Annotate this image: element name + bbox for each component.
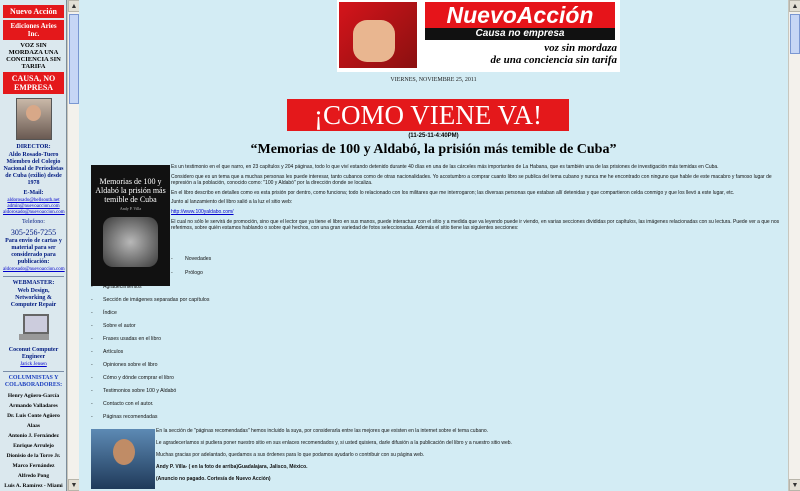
section-item: Testimonios sobre 100 y Aldabó (103, 388, 177, 394)
ad-notice: (Anuncio no pagado. Cortesía de Nuevo Acción) (156, 476, 271, 482)
article-title: “Memorias de 100 y Aldabó, la prisión más temible de Cuba” (250, 142, 617, 157)
section-item: Opiniones sobre el libro (103, 362, 158, 368)
article-paragraph: En el libro describo en detalles como es esta prisión por dentro, como funciona; todo lo relacionado con los militares que me interrogaron; las diversas personas que estaban allí detenidas y que compartieron celda conmigo y que los llevó a este lugar, etc. (171, 189, 735, 196)
scroll-down-arrow-icon[interactable]: ▼ (789, 479, 800, 491)
book-cover-title: Memorias de 100 y Aldabó la prisión más temible de Cuba (95, 177, 166, 204)
columnist-link[interactable]: Dionisio de la Torre Jr. (6, 453, 61, 459)
section-item: Agradecimientos (103, 284, 142, 290)
columnist-link[interactable]: Marco Fernández (12, 463, 55, 469)
email-link-2[interactable]: admin@nuevoaccion.com (7, 204, 60, 209)
company-person-link[interactable]: Jarick Jensen (20, 362, 47, 367)
webmaster-label: WEBMASTER: (12, 280, 55, 286)
book-cover-author: Andy P. Villa (119, 206, 142, 211)
section-item: Páginas recomendadas (103, 414, 158, 420)
section-item: Cómo y dónde comprar el libro (103, 375, 174, 381)
computer-icon (17, 312, 51, 344)
section-item: Prólogo (185, 270, 203, 276)
webmaster-text: Web Design, Networking & Computer Repair (10, 288, 57, 308)
article-paragraph: Es un testimonio en el que narro, en 23 capítulos y 204 páginas, todo lo que viví estando detenido durante 40 días en una de las cárceles más importantes de La Habana, que es también una de las prisiones de investigación más temidas en Cuba. (171, 164, 719, 170)
contrib-text: Para envio de cartas y material para ser considerado para publicación: (5, 238, 62, 265)
phone-number: 305-256-7255 (10, 228, 57, 237)
book-cover-image (91, 165, 170, 286)
article-paragraph: Considero que es un tema que a muchas personas les puede interesar, tanto cubanos como de otras nacionalidades. Yo acostumbro a comprar cuanto libro se publica del tema cubano y nunca me he encontrado con ninguno que hable de este macabro y famoso lugar de represión a la población, conocido como: "100 y Aldabó" por la dirección donde se localiza. (171, 173, 772, 186)
email-link-3[interactable]: aldorosado@nuevoaccion.com (3, 210, 65, 215)
fist-logo-icon (339, 2, 417, 68)
slogan-line-2: de una conciencia sin tarifa (490, 54, 617, 66)
headline: ¡COMO VIENE VA! (287, 99, 569, 131)
section-item: Sección de imágenes separadas por capítulos (103, 297, 210, 303)
scroll-thumb[interactable] (790, 14, 800, 54)
email-label: E-Mail: (23, 190, 44, 196)
company-name: Coconut Computer Engineer (8, 347, 59, 360)
section-item: Sobre el autor (103, 323, 136, 329)
article-paragraph: El cual no sólo le servirá de promoción, sino que el lector que ya tiene el libro en sus manos, puede interactuar con el sitio y a medida que va leyendo puede ir viendo, en varias secciones divididas por capítulos, las imágenes relacionadas con su lectura. Puede ver a que nos referimos, sobre quién estamos hablando o sobre qué hechos, con una gran variedad de fotos seleccionadas. Además el sitio tiene las siguientes secciones: (171, 218, 780, 231)
motto-text: VOZ SIN MORDAZA UNA CONCIENCIA SIN TARIFA (6, 42, 61, 70)
site-banner[interactable] (337, 0, 620, 72)
author-signature: Andy P. Villa- ( en la foto de arriba)Guadalajara, Jalisco, México. (156, 464, 308, 470)
banner-subtitle: Causa no empresa (425, 28, 615, 40)
columnist-link[interactable]: Luis A. Ramírez - Miami (4, 483, 63, 489)
footer-paragraph: Le agradeceríamos si pudiera poner nuestro sitio en sus enlaces recomendados y, si usted quisiera, darle difusión a la publicación del libro y a nuestro sitio web. (156, 440, 512, 446)
banner-slogan (467, 42, 617, 66)
cause-badge: CAUSA, NO EMPRESA (3, 72, 64, 94)
main-scrollbar[interactable] (788, 0, 800, 491)
director-label: DIRECTOR: (16, 144, 51, 150)
handcuffed-hands-icon (103, 217, 158, 267)
publish-date: VIERNES, NOVIEMBRE 25, 2011 (390, 77, 477, 83)
columnist-link[interactable]: Henry Agüero-García (7, 393, 60, 399)
section-item: Frases usadas en el libro (103, 336, 161, 342)
slogan-line-1: voz sin mordaza (544, 42, 617, 54)
scroll-up-arrow-icon[interactable]: ▲ (789, 0, 800, 12)
columnists-heading: COLUMNISTAS Y COLABORADORES: (4, 375, 63, 388)
scroll-thumb[interactable] (69, 14, 79, 104)
sidebar-divider (3, 371, 64, 372)
section-item: Artículos (103, 349, 124, 355)
director-text: Aldo Rosado-Tuero Miembro del Colegio Nacional de Periodistas de Cuba (exilio) desde 1978 (3, 152, 64, 186)
phone-label: Telefono: (22, 219, 45, 225)
columnist-link[interactable]: Enrique Arrulejo (13, 443, 54, 449)
sidebar-title[interactable]: Nuevo Acción (3, 5, 64, 18)
article-body (171, 164, 785, 235)
scroll-down-arrow-icon[interactable]: ▼ (68, 479, 80, 491)
timestamp: (11-25-11-4:40PM) (408, 133, 459, 139)
section-item: Índice (103, 310, 117, 316)
sidebar-divider (3, 276, 64, 277)
section-item: Novedades (185, 256, 212, 262)
website-link[interactable]: http://www.100yaldabo.com/ (171, 209, 234, 216)
contrib-email-link[interactable]: aldorosado@nuevoaccion.com (3, 267, 65, 272)
left-sidebar-frame (0, 0, 67, 491)
section-item: Contacto con el autor. (103, 401, 154, 407)
article-paragraph: Junto al lanzamiento del libro salió a la luz el sitio web: (171, 199, 293, 206)
banner-title: NuevoAcción (425, 2, 615, 28)
footer-paragraph: En la sección de "páginas recomendadas" hemos incluido la suya, por considerarla entre las mejores que existen en la internet sobre el tema cubano. (156, 428, 489, 434)
article-footer (156, 428, 784, 488)
columnist-link[interactable]: Alaas (26, 423, 41, 429)
columnist-link[interactable]: Alfredo Pong (17, 473, 50, 479)
email-link-1[interactable]: aldorosado@bellsouth.net (7, 198, 60, 203)
columnist-link[interactable]: Dr. Luis Conte Agüero (7, 413, 60, 419)
director-photo (16, 98, 52, 140)
scroll-up-arrow-icon[interactable]: ▲ (68, 0, 80, 12)
publisher-badge: Ediciones Aries Inc. (3, 20, 64, 40)
author-photo (91, 429, 155, 489)
footer-paragraph: Muchas gracias por adelantado, quedamos a sus órdenes para lo que podamos ayudarlo o contribuir con su página web. (156, 452, 425, 458)
main-content-frame: NuevoAcción Causa no empresa voz sin mordaza de una conciencia sin tarifa VIERNES, NOVIEMBRE 25, 2011 ¡COMO VIENE VA! (11-25-11-4:40PM) “Memorias de 100 y Aldabó, la prisión más temible de Cuba” Memorias de 100 y Aldabó la prisión más temible de Cuba Andy P. Villa Es un testimonio en el que narro, en 23 capítulos y 204 páginas, todo lo que viví estando detenido durante 40 días en una de las cárceles más importantes de La Habana, que es también una de las prisiones de investigación más temidas en Cuba. Considero que es un tema que a muchas personas les puede interesar, tanto cubanos como de otras nacionalidades. Yo acostumbro a comprar cuanto libro se publica del tema cubano y nunca me he encontrado con ninguno que hable de este macabro y famoso lugar de represión a la población, conocido como: "100 y Aldabó" por la dirección donde se localiza. En el libro describo en detalles como es esta prisión por dentro, como funciona; todo lo relacionado con los militares que me interrogaron; las diversas personas que estaban allí detenidas y que compartieron celda conmigo y que los llevó a este lugar, etc. Junto al lanzamiento del libro salió a la luz el sitio web: http://www.100yaldabo.com/ El cual no sólo le servirá de promoción, sino que el lector que ya tiene el libro en sus manos, puede interactuar con el sitio y a medida que va leyendo puede ir viendo, en varias secciones divididas por capítulos, las imágenes relacionadas con su lectura. Puede ver a que nos referimos, sobre quién estamos hablando o sobre qué hechos, con una gran variedad de fotos seleccionadas. Además el sitio tiene las siguientes secciones: - Novedades - Prólogo - Agradecimientos - Sección de imágenes separadas por capítulos - Índice - Sobre el autor - Frases usadas en el libro - Artículos - Opiniones sobre el libro - Cómo y dónde comprar el libro - Testimonios sobre 100 y Aldabó - Contacto con el autor. - Páginas recomendadas En la sección de "páginas recomendadas" hemos incluido la suya, por considerarla entre las mejores que existen en la internet sobre el tema cubano. Le agradeceríamos si pudiera poner nuestro sitio en sus enlaces recomendados y, si usted quisiera, darle difusión a la publicación del libro y a nuestro sitio web. Muchas gracias por adelantado, quedamos a sus órdenes para lo que podamos ayudarlo o contribuir con su página web. Andy P. Villa- ( en la foto de arriba)Guadalajara, Jalisco, México. (Anuncio no pagado. Cortesía de Nuevo Acción) (79, 0, 788, 491)
columnist-link[interactable]: Armando Valladares (9, 403, 58, 409)
columnist-link[interactable]: Antonio J. Fernández (8, 433, 59, 439)
